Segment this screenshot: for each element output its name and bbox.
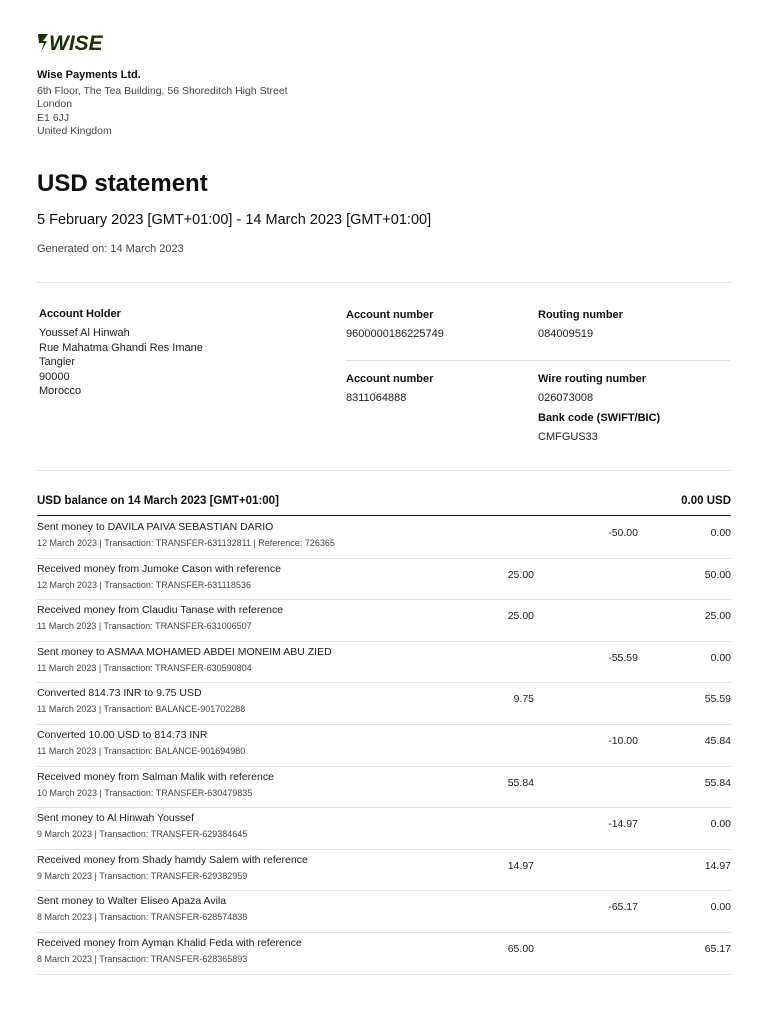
transaction-meta: 11 March 2023 | Transaction: TRANSFER-631006507: [37, 621, 252, 632]
transaction-incoming: 25.00: [507, 568, 534, 581]
statement-period: 5 February 2023 [GMT+01:00] - 14 March 2023 [GMT+01:00]: [37, 212, 432, 228]
company-address-block: [37, 69, 288, 139]
transaction-row: [37, 599, 731, 642]
routing-number-value: 084009519: [538, 328, 594, 340]
transaction-row: [37, 807, 731, 850]
transaction-row: [37, 682, 731, 725]
transaction-description: Received money from Shady hamdy Salem with reference: [37, 853, 308, 866]
swift-code-label: Bank code (SWIFT/BIC): [538, 412, 661, 424]
wise-logo: [37, 32, 123, 54]
transaction-meta: 10 March 2023 | Transaction: TRANSFER-630479835: [37, 787, 253, 798]
company-address-line: United Kingdom: [37, 125, 112, 137]
transaction-description: Sent money to DAVILA PAIVA SEBASTIAN DARIO: [37, 521, 274, 533]
transaction-balance: 55.59: [704, 693, 731, 706]
account-holder-address: [39, 326, 203, 399]
transaction-description: Sent money to Al Hinwah Youssef: [37, 812, 195, 825]
transaction-meta: 8 March 2023 | Transaction: TRANSFER-628365893: [37, 954, 248, 964]
company-address-line: E1 6JJ: [37, 111, 70, 124]
transaction-meta: 11 March 2023 | Transaction: TRANSFER-630590804: [37, 662, 252, 673]
wire-routing-value: 026073008: [538, 392, 594, 404]
transaction-balance: 14.97: [704, 859, 731, 872]
transaction-meta: 9 March 2023 | Transaction: TRANSFER-629384645: [37, 829, 248, 840]
account-number-label: Account number: [346, 309, 434, 321]
transaction-description: Converted 10.00 USD to 814.73 INR: [37, 729, 208, 741]
transaction-incoming: 65.00: [507, 943, 534, 955]
transaction-row: [37, 724, 731, 767]
statement-title: USD statement: [37, 170, 208, 197]
transaction-balance: 55.84: [704, 776, 731, 789]
transaction-meta: 8 March 2023 | Transaction: TRANSFER-628574838: [37, 912, 248, 923]
transaction-description: Received money from Jumoke Cason with reference: [37, 562, 281, 575]
holder-line: 90000: [39, 370, 70, 383]
transaction-balance: 0.00: [710, 527, 731, 539]
transaction-row: [37, 516, 731, 559]
holder-line: Tangier: [39, 356, 76, 368]
wire-routing-label: Wire routing number: [538, 373, 647, 385]
transaction-outgoing: -14.97: [608, 818, 638, 831]
transaction-description: Received money from Claudiu Tanase with reference: [37, 604, 284, 617]
company-address-line: London: [37, 98, 73, 110]
transaction-description: Received money from Salman Malik with reference: [37, 770, 274, 783]
transaction-description: Sent money to ASMAA MOHAMED ABDEI MONEIM ABU ZIED: [37, 645, 332, 658]
holder-line: Youssef Al Hinwah: [39, 327, 130, 339]
transaction-balance: 0.00: [710, 818, 731, 831]
account-number-label-2: Account number: [346, 373, 434, 385]
transaction-row: [37, 890, 731, 933]
transaction-incoming: 14.97: [507, 859, 534, 872]
transaction-meta: 9 March 2023 | Transaction: TRANSFER-629382959: [37, 870, 248, 881]
transaction-meta: 12 March 2023 | Transaction: TRANSFER-631118536: [37, 579, 251, 590]
transaction-row: [37, 558, 731, 601]
transaction-row: [37, 766, 731, 809]
transaction-outgoing: -10.00: [608, 735, 638, 747]
transaction-meta: 11 March 2023 | Transaction: BALANCE-901702288: [37, 704, 246, 715]
holder-line: Morocco: [39, 385, 82, 397]
svg-text:WISE: WISE: [49, 32, 103, 54]
transaction-meta: 11 March 2023 | Transaction: BALANCE-901694980: [37, 746, 246, 756]
transaction-meta: 12 March 2023 | Transaction: TRANSFER-631132811 | Reference: 726365: [37, 538, 335, 548]
balance-header: [37, 492, 731, 516]
holder-line: Rue Mahatma Ghandi Res Imane: [39, 341, 203, 354]
transaction-incoming: 55.84: [507, 776, 534, 789]
company-address-line: 6th Floor, The Tea Building, 56 Shoreditch High Street: [37, 84, 288, 97]
transaction-outgoing: -50.00: [608, 527, 638, 539]
transaction-balance: 50.00: [704, 568, 731, 581]
transaction-row: [37, 849, 731, 892]
divider: [37, 470, 731, 471]
transaction-description: Sent money to Walter Eliseo Apaza Avila: [37, 895, 227, 908]
transaction-balance: 25.00: [704, 610, 731, 623]
transaction-outgoing: -65.17: [608, 901, 638, 914]
divider: [37, 282, 731, 283]
swift-code-value: CMFGUS33: [538, 431, 598, 443]
company-name: Wise Payments Ltd.: [37, 69, 141, 81]
transaction-row: [37, 932, 731, 975]
transaction-incoming: 9.75: [513, 693, 534, 706]
balance-label: USD balance on 14 March 2023 [GMT+01:00]: [37, 495, 279, 507]
transaction-description: Converted 814.73 INR to 9.75 USD: [37, 687, 202, 700]
transaction-incoming: 25.00: [507, 610, 534, 623]
account-holder-label: Account Holder: [39, 308, 121, 320]
transaction-balance: 45.84: [704, 735, 731, 747]
transaction-description: Received money from Ayman Khalid Feda with reference: [37, 937, 302, 949]
balance-amount: 0.00 USD: [681, 495, 731, 507]
transaction-outgoing: -55.59: [608, 651, 638, 664]
transaction-balance: 65.17: [704, 943, 731, 955]
divider: [346, 360, 730, 361]
transaction-row: [37, 641, 731, 684]
transaction-balance: 0.00: [710, 901, 731, 914]
routing-number-label: Routing number: [538, 309, 623, 321]
account-number-value-2: 8311064888: [346, 392, 407, 404]
account-number-value: 9600000186225749: [346, 328, 444, 340]
transaction-balance: 0.00: [710, 651, 731, 664]
generated-date: Generated on: 14 March 2023: [37, 243, 184, 255]
